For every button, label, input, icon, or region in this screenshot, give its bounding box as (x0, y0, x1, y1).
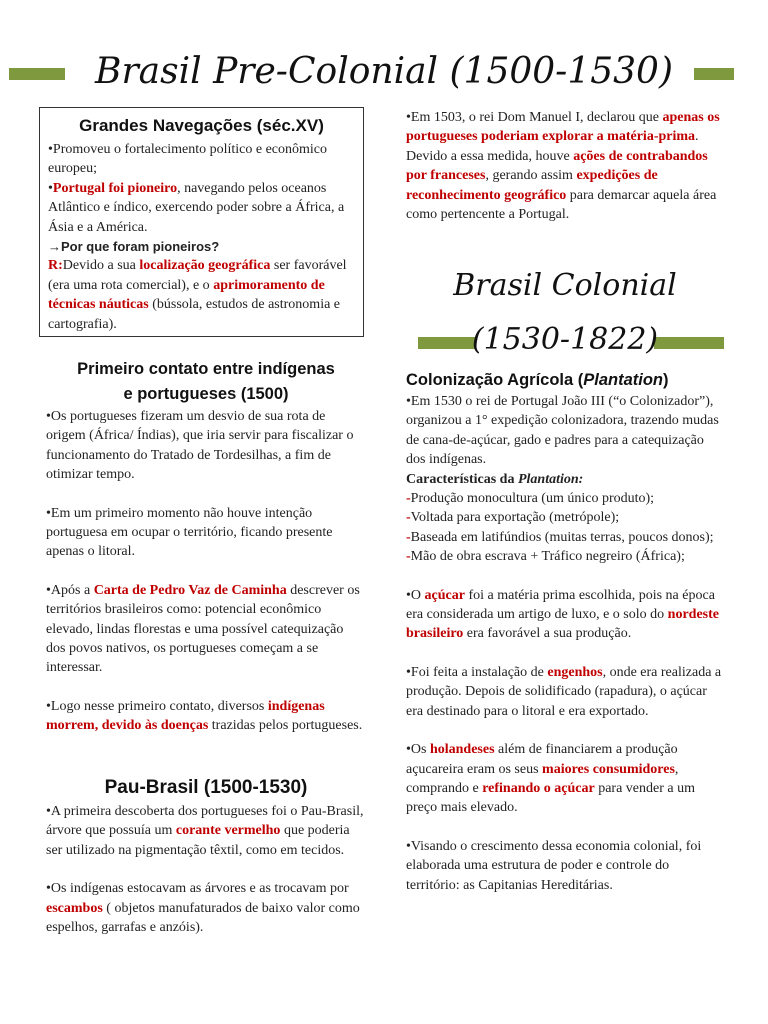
paubrasil-p2-b: ( objetos manufaturados de baixo valor como espelhos, garrafas e anzóis). (46, 900, 360, 936)
acucar-b: foi a matéria prima escolhida, pois na época era considerada um artigo de luxo, e o solo do (406, 587, 715, 623)
engenhos-a: •Foi feita a instalação de (406, 664, 548, 680)
contato-p2: •Em um primeiro momento não houve intenção portuguesa em ocupar o território, ficando presente apenas o litoral. (46, 505, 333, 560)
colonizacao-heading-a: Colonização Agrícola ( (406, 371, 584, 389)
dom-manuel-c: , gerando assim (485, 168, 577, 184)
paubrasil-heading: Pau-Brasil (1500-1530) (104, 777, 308, 798)
answer-text-c: (bússola, estudos de astronomia e cartografia). (48, 297, 341, 332)
caracteristica-2-text: Voltada para exportação (metrópole); (410, 510, 620, 526)
dom-manuel-b: . Devido a essa medida, houve (406, 129, 699, 164)
highlight-holandeses: holandeses (429, 742, 495, 758)
paubrasil-p1-b: que poderia ser utilizado na pigmentação têxtil, como em tecidos. (46, 823, 350, 858)
caracteristica-4-text: Mão de obra escrava + Tráfico negreiro (África); (410, 549, 685, 565)
dash: - (406, 491, 411, 507)
acucar-paragraph (406, 586, 726, 644)
dash: - (406, 529, 411, 545)
navegacoes-p1: •Promoveu o fortalecimento político e econômico europeu; (48, 142, 327, 177)
highlight-refinando: refinando o açúcar (482, 780, 595, 796)
contato-heading (46, 357, 366, 407)
holandeses-paragraph (406, 740, 726, 818)
highlight-acucar: açúcar (424, 587, 465, 603)
highlight-tecnicas: aprimoramento de técnicas náuticas (48, 277, 325, 313)
highlight-doencas: indígenas morrem, devido às doenças (46, 698, 325, 734)
acucar-a: •O (406, 587, 425, 603)
highlight-engenhos: engenhos (547, 664, 603, 680)
contato-p3-b: descrever os territórios brasileiros como: potencial econômico elevado, lindas florestas e uma possível catequização dos povos nativos, os portugueses começam a se interessar. (46, 582, 360, 676)
paubrasil-p2 (46, 879, 366, 937)
navegacoes-p2 (48, 179, 355, 237)
highlight-consumidores: maiores consumidores (542, 761, 675, 777)
contato-p4 (46, 697, 366, 736)
caracteristica-4 (406, 547, 726, 566)
dom-manuel-d: para demarcar aquela área como pertencente a Portugal. (406, 187, 717, 223)
caracteristica-2 (406, 508, 726, 527)
dom-manuel-a: •Em 1503, o rei Dom Manuel I, declarou que (406, 110, 663, 125)
highlight-carta: Carta de Pedro Vaz de Caminha (93, 582, 287, 598)
contato-heading-line1: Primeiro contato entre indígenas (77, 360, 335, 378)
contato-p1: •Os portugueses fizeram um desvio de sua rota de origem (África/ Índias), que iria servir para fiscalizar o funcionamento do Tratado de Tordesilhas, a fim de otimizar tempo. (46, 409, 354, 483)
caracteristicas-label (406, 470, 726, 489)
page-title: Brasil Pre-Colonial (1500-1530) (95, 51, 673, 92)
contato-section (46, 357, 366, 736)
capitanias-paragraph: •Visando o crescimento dessa economia colonial, foi elaborada uma estrutura de poder e controle do território: as Capitanias Hereditárias. (406, 838, 702, 893)
highlight-localizacao: localização geográfica (139, 258, 271, 274)
answer-text-a: Devido a sua (62, 258, 140, 274)
acucar-c: era favorável a sua produção. (463, 626, 632, 642)
answer-label: R: (48, 258, 63, 274)
dom-manuel-section (406, 108, 726, 224)
holandeses-b: além de financiarem a produção açucareira eram os seus (406, 742, 678, 777)
colonial-period: (1530-1822) (471, 322, 659, 357)
bullet: • (48, 180, 53, 196)
highlight-nordeste: nordeste brasileiro (406, 607, 719, 642)
paubrasil-p1-a: •A primeira descoberta dos portugueses foi o Pau-Brasil, árvore que possuía um (46, 804, 364, 839)
paubrasil-p2-a: •Os indígenas estocavam as árvores e as trocavam por (46, 881, 349, 897)
caracteristica-1 (406, 489, 726, 508)
caracteristica-3-text: Baseada em latifúndios (muitas terras, poucos donos); (410, 529, 714, 545)
contato-p4-a: •Logo nesse primeiro contato, diversos (46, 698, 268, 714)
answer-text-b: ser favorável (era uma rota comercial), e o (48, 258, 347, 293)
colonizacao-heading-italic: Plantation (583, 371, 664, 389)
navegacoes-p2-text: , navegando pelos oceanos Atlântico e índico, exercendo poder sobre a África, a Ásia e a América. (48, 180, 345, 235)
colonial-title: Brasil Colonial (453, 268, 677, 303)
highlight-exploracao: apenas os portugueses poderiam explorar a matéria-prima (406, 110, 720, 145)
contato-p4-b: trazidas pelos portugueses. (208, 718, 363, 734)
highlight-escambos: escambos (46, 900, 103, 916)
navegacoes-answer (48, 256, 355, 334)
colonizacao-p1: •Em 1530 o rei de Portugal João III (“o Colonizador”), organizou a 1° expedição colonizadora, trazendo mudas de cana-de-açúcar, gado e padres para a catequização dos indígenas. (406, 394, 719, 468)
contato-heading-line2: e portugueses (1500) (123, 385, 289, 403)
caracteristica-3 (406, 528, 726, 547)
engenhos-b: , onde era realizada a produção. Depois de solidificado (rapadura), o açúcar era destinado para o litoral e era exportado. (406, 664, 722, 719)
caracteristicas-text: Características da (406, 471, 518, 487)
holandeses-d: para vender a um preço mais elevado. (406, 780, 696, 816)
highlight-contrabandos: ações de contrabandos por franceses (406, 148, 708, 184)
contato-p3-a: •Após a (46, 582, 94, 598)
contato-p3 (46, 581, 366, 678)
colonizacao-heading (406, 368, 726, 392)
paubrasil-section (46, 774, 366, 937)
highlight-corante: corante vermelho (175, 823, 281, 839)
colonizacao-section (406, 368, 726, 895)
paubrasil-p1 (46, 802, 366, 860)
navegacoes-heading: Grandes Navegações (séc.XV) (79, 116, 324, 135)
holandeses-c: , comprando e (406, 761, 679, 796)
highlight-pioneiro: Portugal foi pioneiro (52, 180, 178, 196)
colonizacao-heading-b: ) (663, 371, 669, 389)
dash: - (406, 549, 411, 565)
engenhos-paragraph (406, 663, 726, 721)
dom-manuel-paragraph (406, 108, 726, 224)
navegacoes-box (39, 107, 364, 337)
holandeses-a: •Os (406, 742, 430, 758)
caracteristica-1-text: Produção monocultura (um único produto); (410, 491, 655, 507)
navegacoes-question: →Por que foram pioneiros? (48, 239, 220, 255)
dash: - (406, 510, 411, 526)
highlight-expedicoes: expedições de reconhecimento geográfico (406, 168, 658, 203)
caracteristicas-italic: Plantation: (517, 471, 584, 487)
